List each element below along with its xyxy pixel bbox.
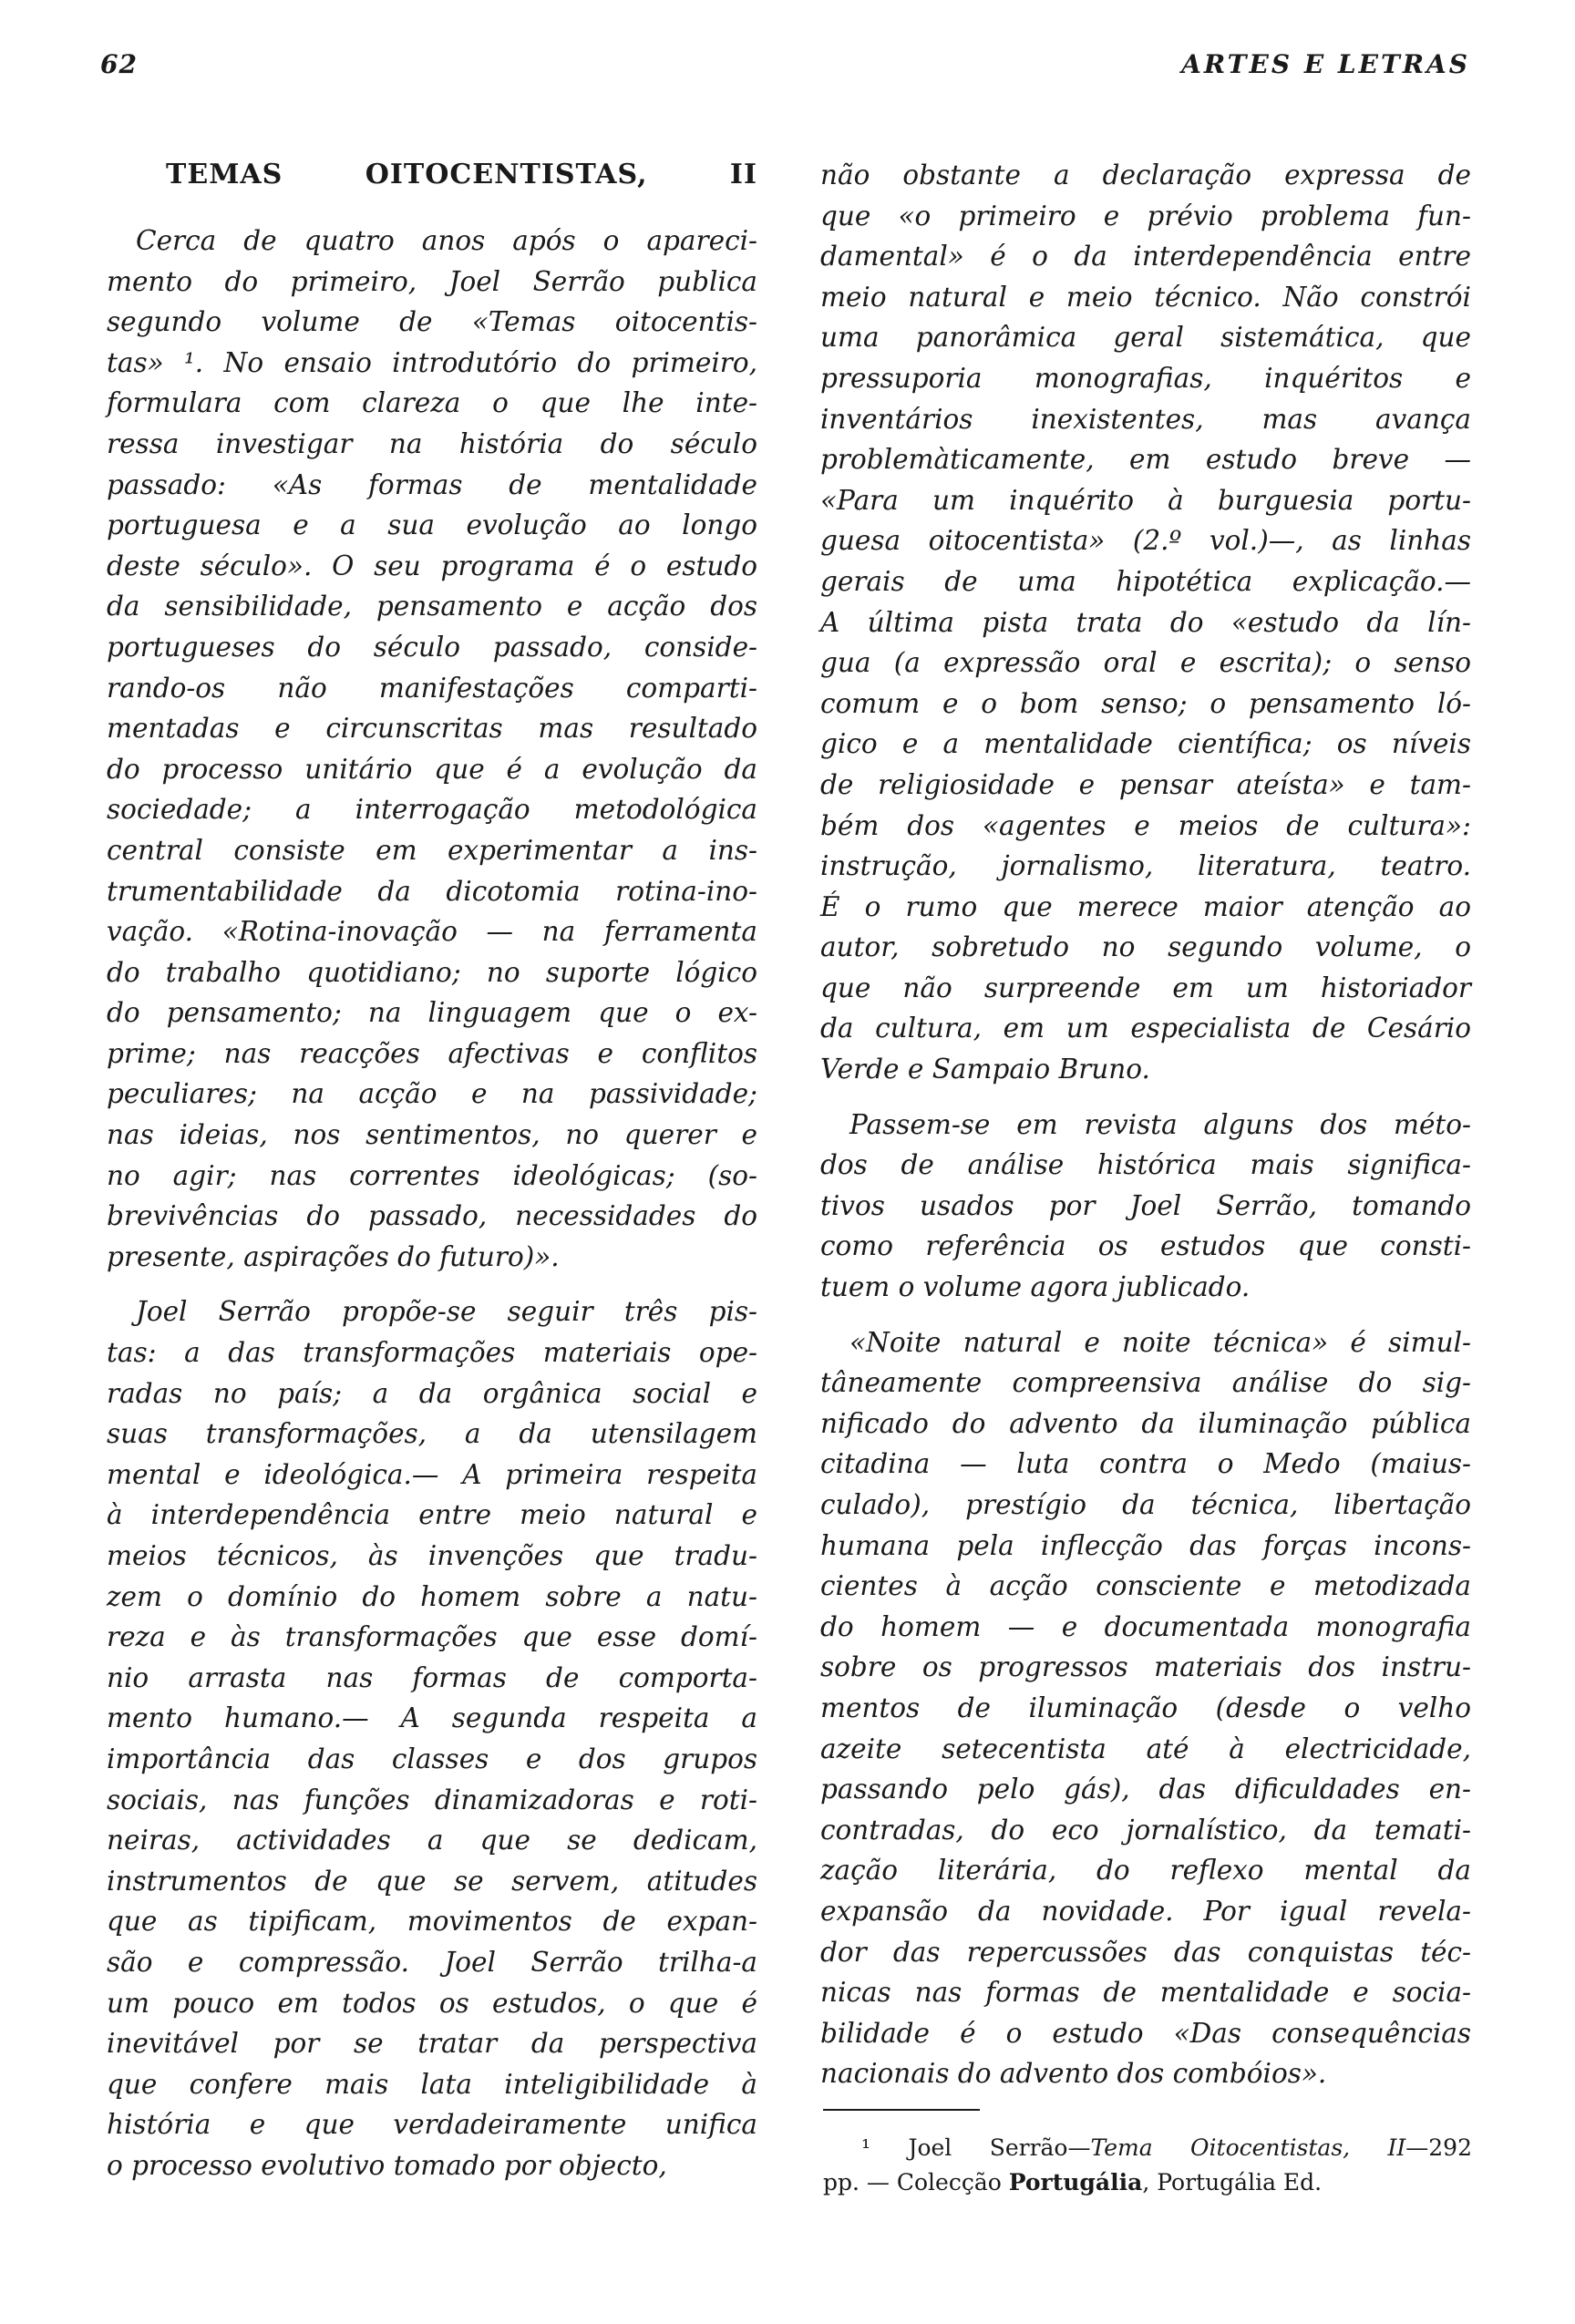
footnote bbox=[823, 2131, 1472, 2200]
text-line: Joel Serrão propõe-se seguir três pis- bbox=[136, 1296, 757, 1328]
text-line: ressa investigar na história do século bbox=[107, 427, 757, 459]
text-line: mentos de iluminação (desde o velho bbox=[820, 1692, 1471, 1723]
footnote-line-2 bbox=[823, 2165, 1472, 2200]
text-line: como referência os estudos que consti- bbox=[820, 1230, 1471, 1262]
text-line: meios técnicos, às invenções que tradu- bbox=[107, 1540, 757, 1571]
footnote-pages: —292 bbox=[1405, 2134, 1472, 2161]
text-line: passando pelo gás), das dificuldades en- bbox=[820, 1774, 1471, 1805]
text-line: zem o domínio do homem sobre a natu- bbox=[107, 1580, 757, 1612]
text-line: instrução, jornalismo, literatura, teatro. bbox=[820, 850, 1471, 882]
text-line: da sensibilidade, pensamento e acção dos bbox=[107, 591, 757, 622]
text-line: rando-os não manifestações comparti- bbox=[107, 672, 757, 704]
running-title: ARTES E LETRAS bbox=[1181, 49, 1470, 79]
text-line: citadina — luta contra o Medo (maius- bbox=[820, 1448, 1471, 1480]
text-line: do processo unitário que é a evolução da bbox=[107, 753, 757, 785]
text-line: gua (a expressão oral e escrita); o senso bbox=[820, 647, 1471, 679]
text-line: deste século». O seu programa é o estudo bbox=[107, 550, 757, 581]
text-line: inevitável por se tratar da perspectiva bbox=[107, 2028, 757, 2060]
text-line: portuguesa e a sua evolução ao longo bbox=[107, 509, 757, 541]
text-line: história e que verdadeiramente unifica bbox=[107, 2109, 757, 2141]
text-line: tuem o volume agora jublicado. bbox=[820, 1271, 1251, 1303]
text-line: uma panorâmica geral sistemática, que bbox=[820, 322, 1471, 354]
text-line: que confere mais lata inteligibilidade à bbox=[107, 2068, 757, 2100]
text-line: meio natural e meio técnico. Não constrói bbox=[820, 281, 1471, 313]
text-line: Verde e Sampaio Bruno. bbox=[820, 1054, 1150, 1085]
text-line: passado: «As formas de mentalidade bbox=[107, 468, 757, 500]
text-line: peculiares; na acção e na passividade; bbox=[107, 1078, 757, 1110]
text-line: damental» é o da interdependência entre bbox=[820, 241, 1471, 273]
right-column bbox=[820, 155, 1471, 2094]
footnote-collection: Portugália bbox=[1008, 2169, 1143, 2195]
text-line: que as tipificam, movimentos de expan- bbox=[107, 1906, 757, 1938]
page-number: 62 bbox=[100, 49, 138, 79]
text-line: importância das classes e dos grupos bbox=[107, 1743, 757, 1774]
text-line: sobre os progressos materiais dos instru- bbox=[820, 1651, 1471, 1683]
text-line: A última pista trata do «estudo da lín- bbox=[820, 606, 1471, 638]
text-line: nicas nas formas de mentalidade e socia- bbox=[820, 1977, 1471, 2009]
footnote-line-1 bbox=[823, 2131, 1472, 2165]
text-line: de religiosidade e pensar ateísta» e tam- bbox=[820, 768, 1471, 800]
footnote-marker: ¹ bbox=[861, 2134, 871, 2161]
text-line: nacionais do advento dos combóios». bbox=[820, 2058, 1327, 2090]
text-line: É o rumo que merece maior atenção ao bbox=[820, 890, 1471, 922]
text-line: gerais de uma hipotética explicação.— bbox=[820, 565, 1471, 597]
text-line: brevivências do passado, necessidades do bbox=[107, 1200, 757, 1232]
text-line: nio arrasta nas formas de comporta- bbox=[107, 1661, 757, 1693]
text-line: humana pela inflecção das forças incons- bbox=[820, 1529, 1471, 1561]
text-line: presente, aspirações do futuro)». bbox=[107, 1240, 560, 1272]
text-line: azeite setecentista até à electricidade, bbox=[820, 1733, 1471, 1764]
left-column bbox=[107, 155, 757, 2186]
text-line: no agir; nas correntes ideológicas; (so- bbox=[107, 1159, 757, 1191]
paragraph-gap bbox=[820, 1090, 1471, 1105]
text-line: suas transformações, a da utensilagem bbox=[107, 1418, 757, 1450]
text-line: cientes à acção consciente e metodizada bbox=[820, 1570, 1471, 1602]
text-line: contradas, do eco jornalístico, da temati- bbox=[820, 1814, 1471, 1846]
paragraph-gap bbox=[820, 1308, 1471, 1322]
text-line: mentadas e circunscritas mas resultado bbox=[107, 713, 757, 745]
text-line: Passem-se em revista alguns dos méto- bbox=[849, 1108, 1471, 1140]
text-line: guesa oitocentista» (2.º vol.)—, as linhas bbox=[820, 525, 1471, 557]
text-line: problemàticamente, em estudo breve — bbox=[820, 444, 1471, 476]
text-line: à interdependência entre meio natural e bbox=[107, 1499, 757, 1531]
footnote-line2-prefix: pp. — Colecção bbox=[823, 2169, 1009, 2195]
text-line: zação literária, do reflexo mental da bbox=[820, 1855, 1471, 1887]
text-line: tas» ¹. No ensaio introdutório do primeiro, bbox=[107, 346, 757, 378]
text-line: Cerca de quatro anos após o apareci- bbox=[136, 225, 757, 256]
text-line: tivos usados por Joel Serrão, tomando bbox=[820, 1189, 1471, 1221]
footnote-publisher: , Portugália Ed. bbox=[1142, 2169, 1323, 2195]
text-line: do pensamento; na linguagem que o ex- bbox=[107, 997, 757, 1029]
text-line: segundo volume de «Temas oitocentis- bbox=[107, 306, 757, 338]
text-line: autor, sobretudo no segundo volume, o bbox=[820, 931, 1471, 963]
text-line: o processo evolutivo tomado por objecto, bbox=[107, 2149, 667, 2181]
text-line: mento do primeiro, Joel Serrão publica bbox=[107, 265, 757, 297]
text-line: reza e às transformações que esse domí- bbox=[107, 1621, 757, 1653]
text-line: não obstante a declaração expressa de bbox=[820, 159, 1471, 190]
text-line: bilidade é o estudo «Das consequências bbox=[820, 2017, 1471, 2049]
text-line: do trabalho quotidiano; no suporte lógico bbox=[107, 956, 757, 988]
text-line: culado), prestígio da técnica, libertação bbox=[820, 1489, 1471, 1520]
text-line: «Noite natural e noite técnica» é simul- bbox=[849, 1326, 1471, 1358]
text-line: central consiste em experimentar a ins- bbox=[107, 834, 757, 866]
text-line: «Para um inquérito à burguesia portu- bbox=[820, 484, 1471, 516]
text-line: que «o primeiro e prévio problema fun- bbox=[820, 200, 1471, 231]
text-line: tas: a das transformações materiais ope- bbox=[107, 1337, 757, 1369]
text-line: formulara com clareza o que lhe inte- bbox=[107, 387, 757, 419]
article-title: TEMAS OITOCENTISTAS, II bbox=[166, 159, 757, 190]
text-line: dos de análise histórica mais significa- bbox=[820, 1149, 1471, 1181]
text-line: trumentabilidade da dicotomia rotina-ino- bbox=[107, 875, 757, 907]
text-line: nas ideias, nos sentimentos, no querer e bbox=[107, 1119, 757, 1151]
footnote-separator bbox=[823, 2109, 980, 2111]
text-line: mental e ideológica.— A primeira respeita bbox=[107, 1458, 757, 1490]
text-line: sociais, nas funções dinamizadoras e roti- bbox=[107, 1784, 757, 1815]
text-line: portugueses do século passado, conside- bbox=[107, 631, 757, 663]
text-line: gico e a mentalidade científica; os níveis bbox=[820, 728, 1471, 760]
footnote-work-title: Tema Oitocentistas, II bbox=[1090, 2134, 1406, 2161]
paragraph-gap bbox=[107, 1277, 757, 1291]
text-line: radas no país; a da orgânica social e bbox=[107, 1377, 757, 1409]
text-line: pressuporia monografias, inquéritos e bbox=[820, 362, 1471, 394]
footnote-author: Joel Serrão— bbox=[908, 2134, 1091, 2161]
text-line: um pouco em todos os estudos, o que é bbox=[107, 1987, 757, 2019]
text-line: vação. «Rotina-inovação — na ferramenta bbox=[107, 916, 757, 948]
text-line: expansão da novidade. Por igual revela- bbox=[820, 1895, 1471, 1927]
text-line: bém dos «agentes e meios de cultura»: bbox=[820, 809, 1471, 841]
text-line: neiras, actividades a que se dedicam, bbox=[107, 1825, 757, 1856]
text-line: sociedade; a interrogação metodológica bbox=[107, 794, 757, 826]
text-line: são e compressão. Joel Serrão trilha-a bbox=[107, 1946, 757, 1978]
text-line: prime; nas reacções afectivas e conflitos bbox=[107, 1037, 757, 1069]
text-line: tâneamente compreensiva análise do sig- bbox=[820, 1367, 1471, 1399]
text-line: nificado do advento da iluminação pública bbox=[820, 1407, 1471, 1439]
text-line: inventários inexistentes, mas avança bbox=[820, 403, 1471, 435]
text-line: da cultura, em um especialista de Cesário bbox=[820, 1013, 1471, 1044]
text-line: dor das repercussões das conquistas téc- bbox=[820, 1936, 1471, 1968]
text-line: comum e o bom senso; o pensamento ló- bbox=[820, 687, 1471, 719]
text-line: instrumentos de que se servem, atitudes bbox=[107, 1865, 757, 1897]
text-line: mento humano.— A segunda respeita a bbox=[107, 1702, 757, 1734]
text-line: do homem — e documentada monografia bbox=[820, 1610, 1471, 1642]
text-line: que não surpreende em um historiador bbox=[820, 972, 1471, 1003]
